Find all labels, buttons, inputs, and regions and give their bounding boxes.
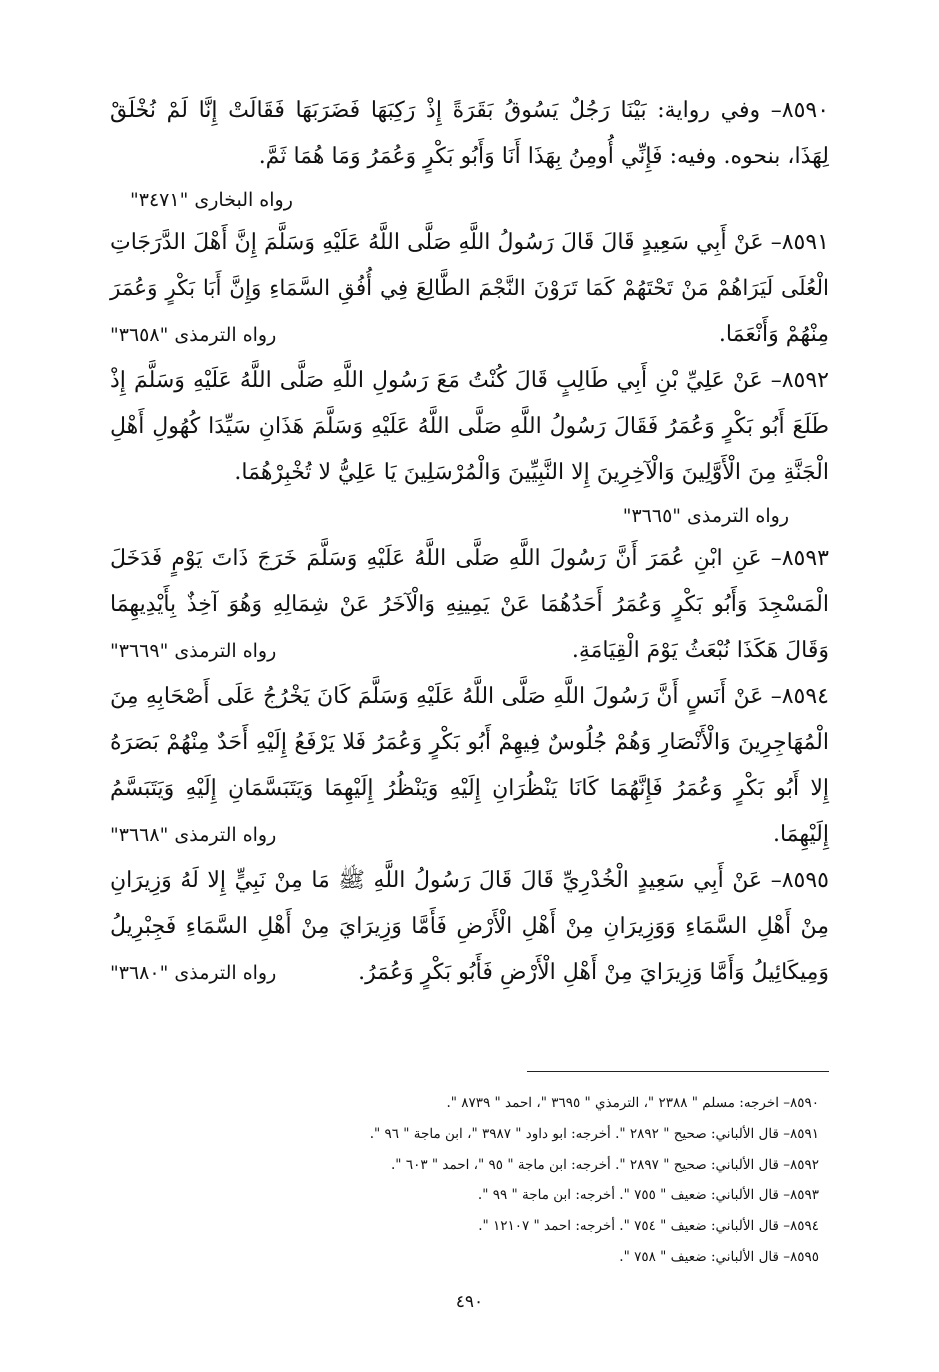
- footnotes: [110, 1088, 819, 1273]
- hadith-8591-line-2: الْعُلَى لَيَرَاهُمْ مَنْ تَحْتَهُمْ كَمَا تَرَوْنَ النَّجْمَ الطَّالِعَ فِي أُفُقِ السَّمَاءِ وَإِنَّ أَبَا بَكْرٍ وَعُمَرَ: [110, 276, 829, 301]
- hadith-text-body: [110, 88, 829, 996]
- footnote-8590: ٨٥٩٠– اخرجه: مسلم " ٢٣٨٨ "، الترمذي " ٣٦٩٥ "، احمد " ٨٧٣٩ ".: [446, 1095, 819, 1111]
- hadith-8590-line-2: لِهَذَا، بنحوه. وفيه: فَإِنِّي أُومِنُ بِهَذَا أَنَا وَأَبُو بَكْرٍ وَعُمَرُ وَمَا هُمَا ثَمَّ.: [258, 144, 829, 169]
- hadith-8593-line-1: ٨٥٩٣– عَنِ ابْنِ عُمَرَ أَنَّ رَسُولَ اللَّهِ صَلَّى اللَّهُ عَلَيْهِ وَسَلَّمَ خَرَجَ ذَاتَ يَوْمٍ فَدَخَلَ: [110, 546, 829, 571]
- footnote-8592: ٨٥٩٢– قال الألباني: صحيح " ٢٨٩٧ ". أخرجه: ابن ماجة " ٩٥ "، احمد " ٦٠٣ ".: [391, 1156, 819, 1173]
- hadith-8594-line-1: ٨٥٩٤– عَنْ أَنَسٍ أَنَّ رَسُولَ اللَّهِ صَلَّى اللَّهُ عَلَيْهِ وَسَلَّمَ كَانَ يَخْرُجُ عَلَى أَصْحَابِهِ مِنَ: [110, 684, 829, 709]
- hadith-8591-reference: رواه الترمذى "٣٦٥٨": [110, 324, 277, 346]
- hadith-8591-line-1: ٨٥٩١– عَنْ أَبِي سَعِيدٍ قَالَ قَالَ رَسُولُ اللَّهِ صَلَّى اللَّهُ عَلَيْهِ وَسَلَّمَ إِنَّ أَهْلَ الدَّرَجَاتِ: [110, 230, 829, 255]
- hadith-8593-line-3: [110, 628, 829, 674]
- footnote-8594: ٨٥٩٤– قال الألباني: ضعيف " ٧٥٤ ". أخرجه: احمد " ١٢١٠٧ ".: [478, 1218, 819, 1235]
- hadith-8593-text-end: وَقَالَ هَكَذَا نُبْعَثُ يَوْمَ الْقِيَامَةِ.: [571, 638, 829, 663]
- hadith-8590-reference: رواه البخارى "٣٤٧١": [130, 189, 293, 211]
- hadith-8590-line-1: ٨٥٩٠– وفي رواية: بَيْنَا رَجُلٌ يَسُوقُ بَقَرَةً إِذْ رَكِبَهَا فَضَرَبَهَا فَقَالَتْ إِنَّا لَمْ نُخْلَقْ: [110, 98, 830, 123]
- footnote-8593: ٨٥٩٣– قال الألباني: ضعيف " ٧٥٥ ". أخرجه: ابن ماجة " ٩٩ ".: [477, 1187, 819, 1204]
- hadith-8594-line-3: إِلا أَبُو بَكْرٍ وَعُمَرُ فَإِنَّهُمَا كَانَا يَنْظُرَانِ إِلَيْهِ وَيَنْظُرُ إِلَيْهِمَا وَيَتَبَسَّمَانِ إِلَيْهِ وَيَتَبَسَّمُ: [110, 776, 829, 801]
- hadith-8595-text-end: وَمِيكَائِيلُ وَأَمَّا وَزِيرَايَ مِنْ أَهْلِ الْأَرْضِ فَأَبُو بَكْرٍ وَعُمَرُ.: [358, 960, 829, 985]
- hadith-8593-reference: رواه الترمذى "٣٦٦٩": [110, 640, 277, 662]
- hadith-8595-line-2: مِنْ أَهْلِ السَّمَاءِ وَوَزِيرَانِ مِنْ أَهْلِ الْأَرْضِ فَأَمَّا وَزِيرَايَ مِنْ أَهْلِ السَّمَاءِ فَجِبْرِيلُ: [110, 914, 829, 939]
- hadith-8592-line-1: ٨٥٩٢– عَنْ عَلِيِّ بْنِ أَبِي طَالِبٍ قَالَ كُنْتُ مَعَ رَسُولِ اللَّهِ صَلَّى اللَّهُ عَلَيْهِ وَسَلَّمَ إِذْ: [110, 368, 829, 393]
- hadith-8594-reference: رواه الترمذى "٣٦٦٨": [110, 824, 277, 846]
- hadith-8595-line-3: [110, 950, 829, 996]
- footnote-8595: ٨٥٩٥– قال الألباني: ضعيف " ٧٥٨ ".: [619, 1248, 819, 1265]
- footnote-divider: [527, 1071, 829, 1072]
- hadith-8595-line-1: ٨٥٩٥– عَنْ أَبِي سَعِيدٍ الْخُدْرِيِّ قَالَ قَالَ رَسُولُ اللَّهِ ﷺ مَا مِنْ نَبِيٍّ إِلا لَهُ وَزِيرَانِ: [110, 868, 829, 893]
- hadith-8592-line-2: طَلَعَ أَبُو بَكْرٍ وَعُمَرُ فَقَالَ رَسُولُ اللَّهِ صَلَّى اللَّهُ عَلَيْهِ وَسَلَّمَ هَذَانِ سَيِّدَا كُهُولِ أَهْلِ: [110, 414, 829, 439]
- hadith-8592-line-3: الْجَنَّةِ مِنَ الْأَوَّلِينَ وَالْآخِرِينَ إِلا النَّبِيِّينَ وَالْمُرْسَلِينَ يَا عَلِيُّ لا تُخْبِرْهُمَا.: [234, 460, 829, 485]
- hadith-8594-text-end: إِلَيْهِمَا.: [772, 822, 829, 847]
- hadith-8591-text-end: مِنْهُمْ وَأَنْعَمَا.: [718, 322, 829, 347]
- hadith-8593-line-2: الْمَسْجِدَ وَأَبُو بَكْرٍ وَعُمَرُ أَحَدُهُمَا عَنْ يَمِينِهِ وَالْآخَرُ عَنْ شِمَالِهِ وَهُوَ آخِذٌ بِأَيْدِيهِمَا: [110, 592, 829, 617]
- page-number: ٤٩٠: [455, 1292, 484, 1312]
- hadith-8591-line-3: [110, 312, 829, 358]
- hadith-8595-reference: رواه الترمذى "٣٦٨٠": [110, 962, 277, 984]
- hadith-8594-line-4: [110, 812, 829, 858]
- footnote-8591: ٨٥٩١– قال الألباني: صحيح " ٢٨٩٢ ". أخرجه: ابو داود " ٣٩٨٧ "، ابن ماجة " ٩٦ ".: [369, 1125, 819, 1142]
- hadith-8592-reference: رواه الترمذى "٣٦٦٥": [622, 505, 789, 527]
- hadith-8594-line-2: الْمُهَاجِرِينَ وَالْأَنْصَارِ وَهُمْ جُلُوسٌ فِيهِمْ أَبُو بَكْرٍ وَعُمَرُ فَلا يَرْفَعُ إِلَيْهِ أَحَدٌ مِنْهُمْ بَصَرَهُ: [110, 730, 829, 755]
